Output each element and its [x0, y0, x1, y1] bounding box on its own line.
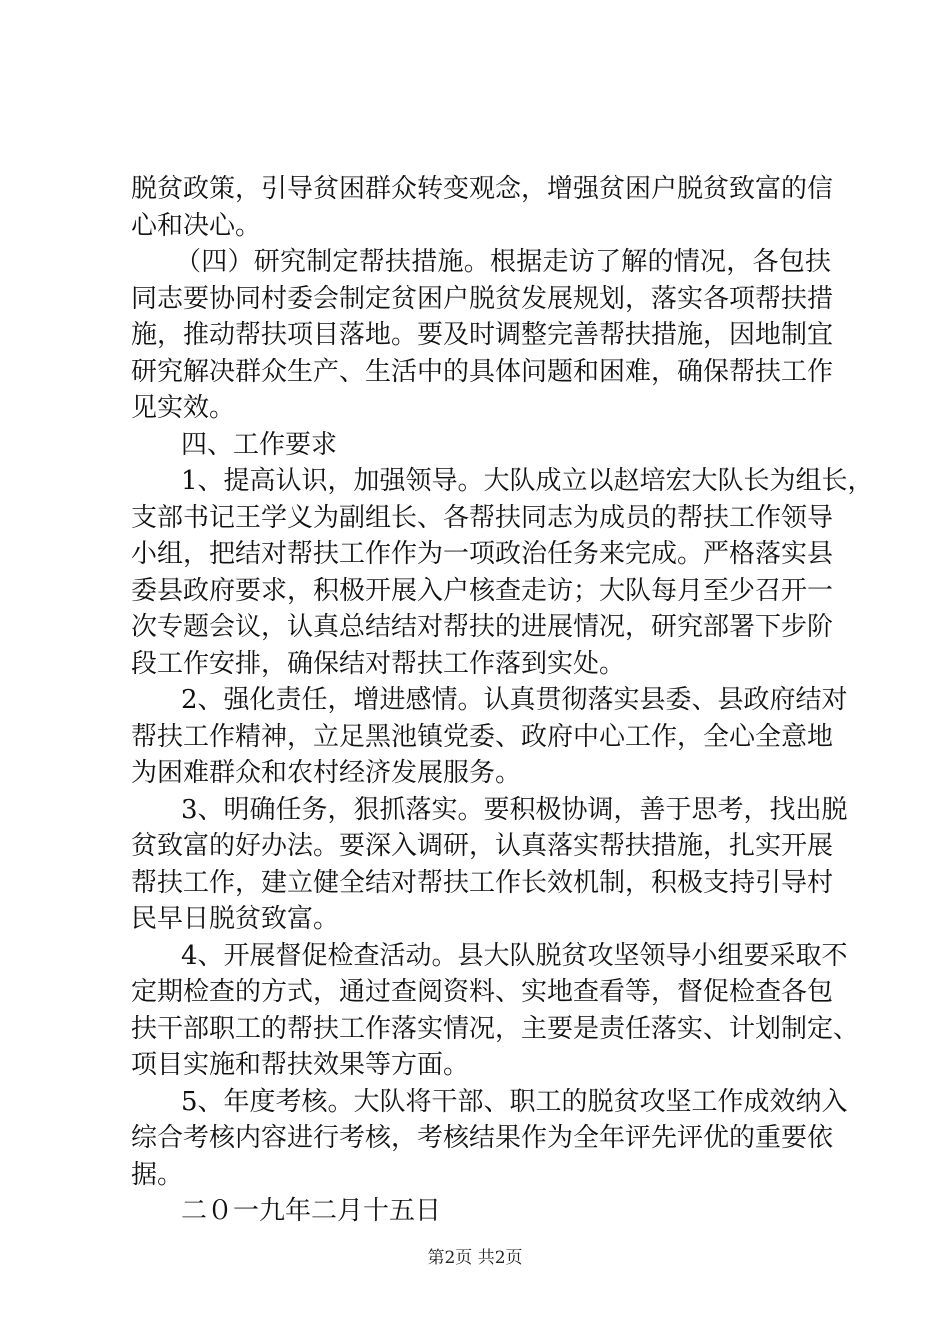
section-heading: 四、工作要求 [181, 429, 338, 460]
item-paragraph-start: 1、提高认识，加强领导。大队成立以赵培宏大队长为组长， [181, 466, 874, 496]
text-line: 委县政府要求，积极开展入户核查走访；大队每月至少召开一 [131, 575, 834, 606]
document-body [131, 171, 874, 1230]
document-date: 二０一九年二月十五日 [181, 1196, 442, 1226]
text-line: 施，推动帮扶项目落地。要及时调整完善帮扶措施，因地制宜 [131, 320, 834, 350]
text-line: 据。 [131, 1159, 184, 1190]
text-line: 见实效。 [131, 393, 236, 423]
text-line: 研究解决群众生产、生活中的具体问题和困难，确保帮扶工作 [131, 356, 834, 387]
text-line: 帮扶工作精神，立足黑池镇党委、政府中心工作，全心全意地 [131, 721, 834, 752]
item-paragraph-start: 5、年度考核。大队将干部、职工的脱贫攻坚工作成效纳入 [181, 1086, 848, 1117]
text-line: 支部书记王学义为副组长、各帮扶同志为成员的帮扶工作领导 [131, 502, 834, 533]
text-line: 同志要协同村委会制定贫困户脱贫发展规划，落实各项帮扶措 [131, 283, 834, 314]
text-line: 民早日脱贫致富。 [131, 904, 340, 934]
section-paragraph-start: （四）研究制定帮扶措施。根据走访了解的情况，各包扶 [175, 247, 831, 277]
text-line: 帮扶工作，建立健全结对帮扶工作长效机制，积极支持引导村 [131, 867, 834, 898]
item-paragraph-start: 4、开展督促检查活动。县大队脱贫攻坚领导小组要采取不 [181, 940, 848, 971]
item-paragraph-start: 3、明确任务，狠抓落实。要积极协调，善于思考，找出脱 [181, 794, 848, 825]
text-line: 次专题会议，认真总结结对帮扶的进展情况，研究部署下步阶 [131, 612, 834, 642]
item-paragraph-start: 2、强化责任，增进感情。认真贯彻落实县委、县政府结对 [181, 685, 848, 715]
text-line: 小组，把结对帮扶工作作为一项政治任务来完成。严格落实县 [131, 539, 834, 569]
text-line: 脱贫政策，引导贫困群众转变观念，增强贫困户脱贫致富的信 [131, 174, 834, 204]
text-line: 项目实施和帮扶效果等方面。 [131, 1050, 470, 1080]
text-line: 段工作安排，确保结对帮扶工作落到实处。 [131, 648, 626, 679]
text-line: 贫致富的好办法。要深入调研，认真落实帮扶措施，扎实开展 [131, 831, 834, 861]
text-line: 定期检查的方式，通过查阅资料、实地查看等，督促检查各包 [131, 977, 834, 1007]
text-line: 心和决心。 [131, 210, 262, 241]
text-line: 扶干部职工的帮扶工作落实情况，主要是责任落实、计划制定、 [131, 1013, 860, 1044]
text-line: 为困难群众和农村经济发展服务。 [131, 758, 522, 788]
page-number-footer: 第2页 共2页 [427, 1248, 523, 1268]
text-line: 综合考核内容进行考核，考核结果作为全年评先评优的重要依 [131, 1123, 834, 1153]
